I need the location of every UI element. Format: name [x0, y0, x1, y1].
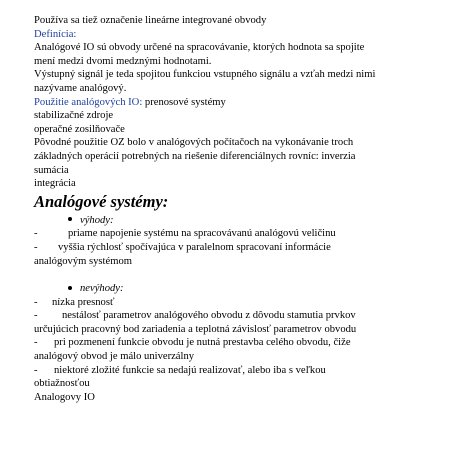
operation-sum: sumácia	[34, 164, 69, 176]
dash-icon: -	[34, 310, 38, 322]
advantages-title: výhody:	[80, 214, 114, 226]
operation-integration: integrácia	[34, 178, 76, 190]
bullet-icon	[68, 286, 72, 290]
footer-line: Analogovy IO	[34, 391, 95, 403]
definition-line-1: Analógové IO sú obvody určené na spracovávanie, ktorých hodnota sa spojite	[34, 42, 365, 54]
usage-label: Použitie analógových IO:	[34, 96, 143, 108]
dash-icon: -	[34, 337, 38, 349]
definition-line-4: nazývame analógový.	[34, 82, 127, 94]
intro-line: Používa sa tiež označenie lineárne integrované obvody	[34, 15, 267, 26]
usage-line	[34, 96, 444, 110]
dash-icon: -	[34, 364, 38, 376]
usage-item-stabilizers: stabilizačné zdroje	[34, 110, 114, 122]
advantage-item-1: - priame napojenie systému na spracovávanú analógovú veličinu	[34, 228, 336, 240]
disadvantage-item-2-continuation: určujúcich pracovný bod zariadenia a teplotná závislosť parametrov obvodu	[34, 323, 357, 335]
dash-icon: -	[34, 228, 38, 240]
disadvantage-item-1: - nízka presnosť	[34, 296, 115, 308]
section-heading: Analógové systémy:	[34, 191, 169, 211]
disadvantages-title-row	[34, 282, 444, 296]
history-line-2: základných operácií potrebných na riešenie diferenciálnych rovníc: inverzia	[34, 150, 356, 162]
bullet-icon	[68, 217, 72, 221]
disadvantage-item-3: - pri pozmenení funkcie obvodu je nutná prestavba celého obvodu, čiže	[34, 337, 351, 349]
usage-item-opamps: operačné zosilňovače	[34, 123, 125, 135]
disadvantage-item-3-continuation: analógový obvod je málo univerzálny	[34, 351, 195, 363]
definition-label: Definícia:	[34, 28, 77, 40]
disadvantage-item-4-continuation: obtiažnosťou	[34, 378, 90, 390]
advantage-continuation: analógovým systémom	[34, 255, 132, 267]
history-line-1: Pôvodné použitie OZ bolo v analógových počítačoch na vykonávanie troch	[34, 137, 354, 149]
advantage-item-2: - vyššia rýchlosť spočívajúca v paralelnom spracovaní informácie	[34, 241, 331, 253]
disadvantage-item-4: - niektoré zložité funkcie sa nedajú realizovať, alebo iba s veľkou	[34, 364, 326, 376]
spacer	[34, 268, 444, 282]
disadvantages-title: nevýhody:	[80, 283, 124, 295]
dash-icon: -	[34, 296, 38, 308]
definition-line-3: Výstupný signál je teda spojitou funkciou vstupného signálu a vzťah medzi nimi	[34, 69, 376, 81]
advantages-title-row	[34, 214, 444, 228]
definition-line-2: mení medzi dvomi medznými hodnotami.	[34, 55, 212, 67]
dash-icon: -	[34, 241, 38, 253]
usage-first-item: prenosové systémy	[142, 96, 226, 108]
disadvantage-item-2: - nestálosť parametrov analógového obvodu z dôvodu stamutia prvkov	[34, 310, 356, 322]
